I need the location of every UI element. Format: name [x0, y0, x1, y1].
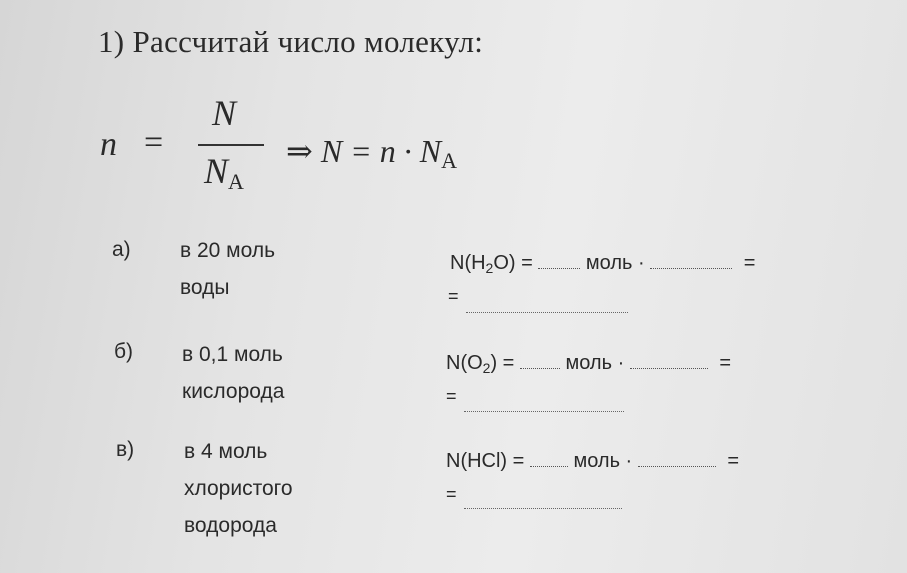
formula-equals: = — [144, 124, 164, 161]
item-c-blank-2[interactable] — [638, 448, 716, 467]
item-b-expression: $N(O_2)$ = моль · = — [446, 352, 732, 376]
item-b-description: в 0,1 моль кислорода — [182, 343, 285, 403]
item-a-expression: $N(H_2O)$ = моль · = — [450, 252, 756, 276]
item-b-blank-1[interactable] — [520, 350, 560, 369]
item-a-answer-line[interactable] — [466, 312, 628, 313]
item-a-blank-1[interactable] — [538, 250, 580, 269]
formula-rhs: ⇒ $N = n \cdot N_A$ — [286, 133, 457, 173]
item-a-label: а) — [112, 238, 131, 261]
item-c-description: в 4 моль хлористого водорода — [184, 440, 293, 537]
item-b-label: б) — [114, 340, 134, 363]
formula-numerator: N — [212, 93, 237, 133]
formula-denominator: $N_A$ — [204, 151, 244, 194]
task-title: 1) Рассчитай число молекул: — [98, 24, 484, 59]
item-c-equals-2: = — [446, 484, 457, 504]
fraction-bar — [198, 144, 264, 146]
formula — [100, 92, 520, 202]
item-b-answer-line[interactable] — [464, 411, 624, 412]
item-c-expression: N(HCl) = моль · = — [446, 450, 740, 472]
item-c-label: в) — [116, 438, 135, 461]
item-a-description: в 20 моль воды — [180, 239, 276, 299]
item-a-equals-2: = — [448, 286, 459, 306]
implies-symbol: ⇒ — [286, 133, 313, 169]
item-c-answer-line[interactable] — [464, 508, 622, 509]
item-a-blank-2[interactable] — [650, 250, 732, 269]
item-b-blank-2[interactable] — [630, 350, 708, 369]
formula-n: n — [100, 126, 117, 163]
item-c-blank-1[interactable] — [530, 448, 568, 467]
item-b-equals-2: = — [446, 386, 457, 406]
